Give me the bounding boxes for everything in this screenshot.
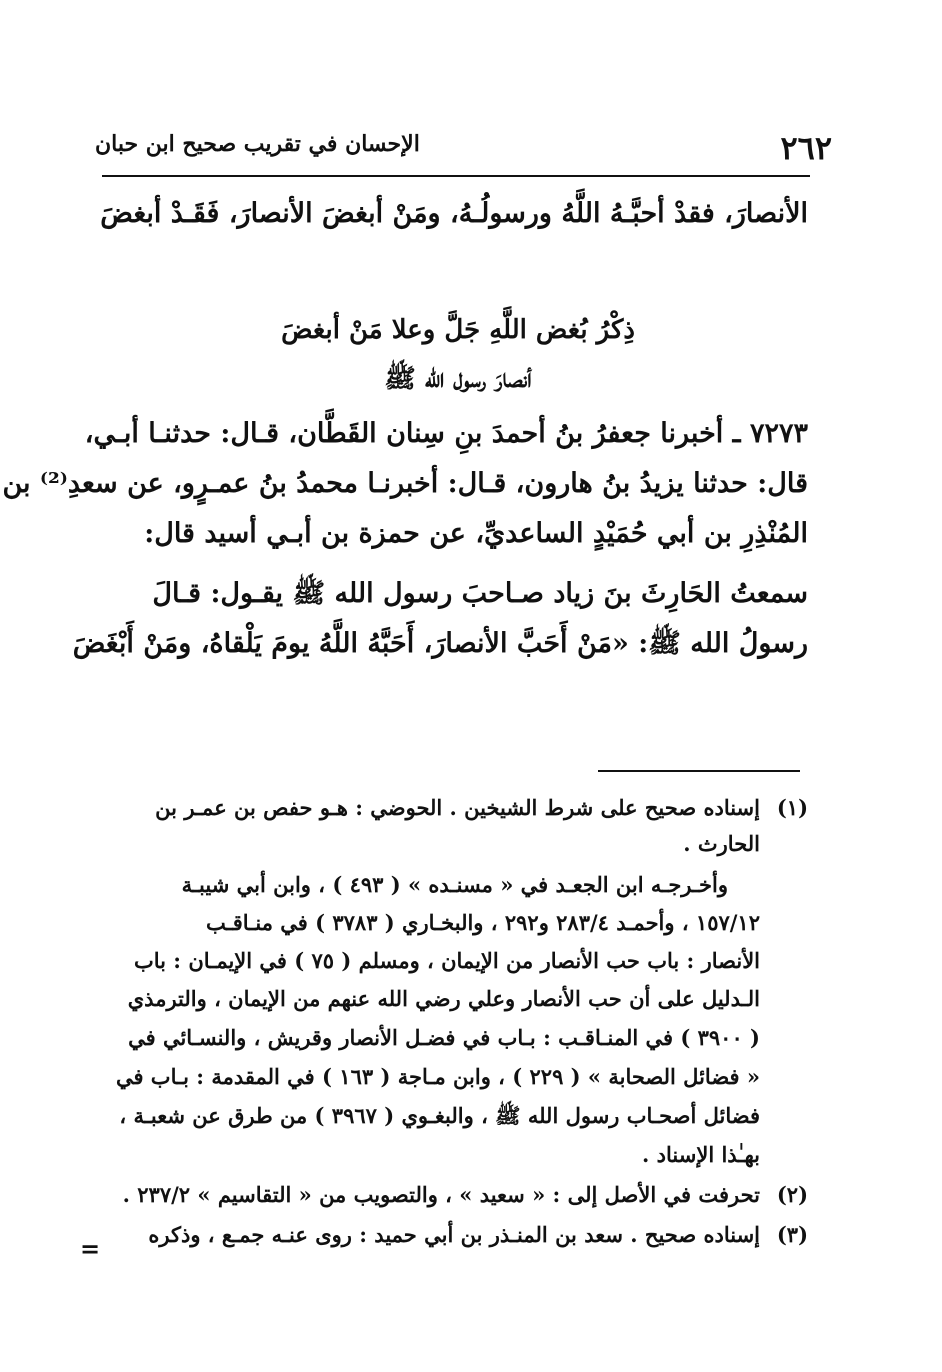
footnote-2-number: (٢) (776, 1182, 808, 1207)
footnote-1-number: (١) (776, 795, 808, 820)
footnote-1-row-3 (108, 874, 808, 904)
section-heading-line-1: ذِكْرُ بُغض اللَّهِ جَلَّ وعلا مَنْ أبغضَ (281, 315, 635, 345)
footnote-1-line-5: الأنصار : باب حب الأنصار من الإيمان ، ومسلم ( ٧٥ ) في الإيمـان : باب (133, 948, 760, 973)
footnote-2 (108, 1184, 808, 1214)
footnote-1-row-5 (108, 950, 808, 980)
footnote-rule (598, 770, 800, 772)
footnote-1-row-8 (108, 1066, 808, 1096)
footnote-1-line-4: ١٥٧/١٢ ، وأحمـد ٢٨٣/٤ و٢٩٢ ، والبخـاري ( ٣٧٨٣ ) في منـاقـب (206, 910, 760, 935)
footnote-3-number: (٣) (776, 1222, 808, 1247)
footnote-1 (108, 797, 808, 827)
footnote-1-row-6 (108, 988, 808, 1018)
continuation-mark: = (80, 1234, 101, 1263)
footnote-1-row-9 (108, 1105, 808, 1135)
footnote-1-row-4 (108, 912, 808, 942)
isnad-line-3: المُنْذِرِ بن أبي حُمَيْدٍ الساعديِّ، عن حمزة بن أبـي أسيد قال: (144, 518, 808, 549)
isnad-line-1: ٧٢٧٣ ـ أخبرنا جعفرُ بنُ أحمدَ بنِ سِنان القَطَّان، قـال: حدثنـا أبـي، (84, 418, 808, 449)
footnote-1-row-2 (108, 833, 808, 863)
opening-line-1: الأنصارَ، فقدْ أحبَّـهُ اللَّهُ ورسولُـهُ، ومَنْ أبغضَ الأنصارَ، فَقَـدْ أبغضَ (100, 198, 808, 229)
footnote-2-line-1: تحرفت في الأصل إلى : « سعيد » ، والتصويب من « التقاسيم » ٢٣٧/٢ . (122, 1182, 760, 1207)
footnote-1-row-10 (108, 1144, 808, 1174)
matn-line-1: سمعتُ الحَارِثَ بنَ زياد صـاحبَ رسول الله ﷺ يقـول: قـالَ (152, 578, 808, 609)
footnote-3 (108, 1224, 808, 1254)
footnote-1-line-2: الحارث . (683, 831, 760, 856)
matn-line-2: رسولُ الله ﷺ: «مَنْ أَحَبَّ الأنصارَ، أَحَبَّهُ اللَّهُ يومَ يَلْقاهُ، ومَنْ أَبْغَضَ (72, 628, 808, 659)
footnote-1-line-3: وأخـرجـه ابن الجعـد في « مسنـده » ( ٤٩٣ ) ، وابن أبي شيبـة (181, 872, 728, 897)
footnote-3-line-1: إسناده صحيح . سعد بن المنـذر بن أبي حميد : روى عنـه جمـع ، وذكره (148, 1222, 760, 1247)
footnote-1-line-10: بهـٰذا الإسناد . (642, 1142, 760, 1167)
footnote-1-line-8: « فضائل الصحابة » ( ٢٢٩ ) ، وابن مـاجة ( ١٦٣ ) في المقدمة : بـاب في (115, 1064, 760, 1089)
isnad-line-2: قال: حدثنا يزيدُ بنُ هارون، قـال: أخبرنـا محمدُ بنُ عمـرٍو، عن سعدِ⁽²⁾ بن (2, 468, 808, 499)
running-header (95, 125, 832, 167)
footnote-1-line-7: ( ٣٩٠٠ ) في المنـاقـب : بـاب في فضـل الأنصار وقريش ، والنسـائي في (128, 1025, 760, 1050)
footnote-1-line-1: إسناده صحيح على شرط الشيخين . الحوضي : هـو حفص بن عمـر بن (155, 795, 760, 820)
header-rule (102, 175, 810, 177)
footnote-1-line-6: الـدليل على أن حب الأنصار وعلي رضي الله عنهم من الإيمان ، والترمذي (127, 986, 760, 1011)
page-number: ٢٦٢ (780, 129, 832, 167)
book-title: الإحسان في تقريب صحيح ابن حبان (95, 131, 420, 157)
footnote-1-line-9: فضائل أصحـاب رسول الله ﷺ ، والبغـوي ( ٣٩٦٧ ) من طرق عن شعبـة ، (119, 1103, 760, 1128)
section-heading-line-2: أنصارَ رسول الله ﷺ (384, 364, 532, 394)
footnote-1-row-7 (108, 1027, 808, 1057)
